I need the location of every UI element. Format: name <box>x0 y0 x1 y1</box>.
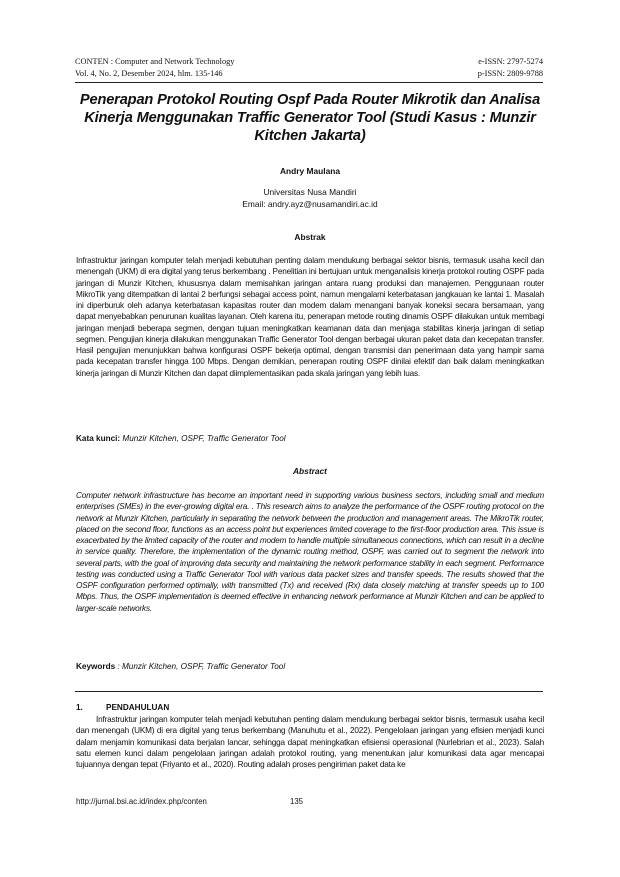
section-number: 1. <box>76 703 83 712</box>
affiliation: Universitas Nusa Mandiri <box>263 187 357 197</box>
page-number: 135 <box>290 797 304 806</box>
keywords-values: : Munzir Kitchen, OSPF, Traffic Generator Tool <box>115 662 286 671</box>
page-footer <box>76 797 304 806</box>
section-heading-pendahuluan <box>76 703 169 712</box>
eissn: e-ISSN: 2797-5274 <box>478 57 543 66</box>
kata-kunci-label: Kata kunci: <box>76 434 121 443</box>
abstract-text: Computer network infrastructure has become an important need in supporting various business sectors, including small and medium enterprises (SMEs) in the ever-growing digital era. . This research aims to analyze the performance of the OSPF routing protocol on the network at Munzir Kitchen, particularly in separating the network between the production and management areas. The MikroTik router, placed on the second floor, functions as an access point but experiences limited coverage to the first-floor production area. This issue is exacerbated by the limited capacity of the router and modem to handle multiple simultaneous connections, which can result in a decline in service quality. Therefore, the implementation of the dynamic routing method, OSPF, was carried out to segment the network into several parts, with the goal of improving data security and maintaining the network performance stability in each segment. Performance testing was conducted using a Traffic Generator Tool with various data packet sizes and transfer speeds. The results showed that the OSPF configuration performed optimally, with transmitted (Tx) and received (Rx) data closely matching at transfer speeds up to 100 Mbps. Thus, the OSPF implementation is deemed effective in enhancing network performance at Munzir Kitchen and can be applied to larger-scale networks. <box>76 491 544 613</box>
volume-info: Vol. 4, No. 2, Desember 2024, hlm. 135-146 <box>75 68 223 78</box>
keywords-label: Keywords <box>76 662 116 671</box>
author-affiliation-block <box>0 187 620 210</box>
keywords <box>76 662 544 671</box>
section-body-text: Infrastruktur jaringan komputer telah menjadi kebutuhan penting dalam mendukung berbagai sektor bisnis, termasuk usaha kecil dan menengah (UKM) di era digital yang terus berkembang (Manuhutu et al., 2022). Pengelolaan jaringan yang efisien menjadi kunci dalam menjamin komunikasi data berjalan lancar, sehingga dapat meningkatkan efisiensi operasional (Nurlebrian et al., 2023). Salah satu elemen kunci dalam pengelolaan jaringan adalah protokol routing, yang menentukan jalur komunikasi data agar mencapai tujuannya dengan tepat (Friyanto et al., 2020). Routing adalah proses pengiriman paket data ke <box>76 715 544 769</box>
author-name: Andry Maulana <box>279 166 341 176</box>
abstrak-text: Infrastruktur jaringan komputer telah menjadi kebutuhan penting dalam mendukung berbagai sektor bisnis, termasuk usaha kecil dan menengah (UKM) di era digital yang terus berkembang . Penelitian ini bertujuan untuk menganalisis kinerja protokol routing OSPF pada jaringan di Munzir Kitchen, khususnya dalam memisahkan jaringan antara ruang produksi dan manajemen. Penggunaan router MikroTik yang ditempatkan di lantai 2 berfungsi sebagai access point, namun mengalami keterbatasan jangkauan ke lantai 1. Masalah ini diperburuk oleh adanya keterbatasan kapasitas router dan modem dalam menangani banyak koneksi secara bersamaan, yang dapat menyebabkan penurunan kualitas layanan. Oleh karena itu, penerapan metode routing dinamis OSPF dilakukan untuk membagi jaringan menjadi beberapa segmen, dengan tujuan meningkatkan keamanan data dan menjaga stabilitas kinerja jaringan di setiap segmen. Pengujian kinerja dilakukan menggunakan Traffic Generator Tool dengan berbagai ukuran paket data dan kecepatan transfer. Hasil pengujian menunjukkan bahwa konfigurasi OSPF bekerja optimal, dengan transmisi dan penerimaan data yang hampir sama pada kecepatan transfer hingga 100 Mbps. Dengan demikian, penerapan routing OSPF dinilai efektif dan baik dalam meningkatkan kinerja jaringan di Munzir Kitchen dan dapat diimplementasikan pada skala jaringan yang lebih luas. <box>76 256 544 378</box>
author-email: Email: andry.ayz@nusamandiri.ac.id <box>242 198 378 209</box>
journal-url[interactable]: http://jurnal.bsi.ac.id/index.php/conten <box>76 797 207 806</box>
abstract-heading: Abstract <box>293 466 327 476</box>
abstrak-heading: Abstrak <box>294 232 326 242</box>
paper-title: Penerapan Protokol Routing Ospf Pada Router Mikrotik dan Analisa Kinerja Menggunakan Traffic Generator Tool (Studi Kasus : Munzir Kitchen Jakarta) <box>79 92 541 144</box>
journal-name: CONTEN : Computer and Network Technology <box>75 57 235 66</box>
section-divider <box>75 691 543 692</box>
section-title: PENDAHULUAN <box>106 703 170 712</box>
kata-kunci <box>76 434 544 443</box>
kata-kunci-values: Munzir Kitchen, OSPF, Traffic Generator Tool <box>120 434 286 443</box>
running-header <box>75 56 543 79</box>
pissn: p-ISSN: 2809-9788 <box>477 68 543 78</box>
header-divider <box>75 82 543 83</box>
